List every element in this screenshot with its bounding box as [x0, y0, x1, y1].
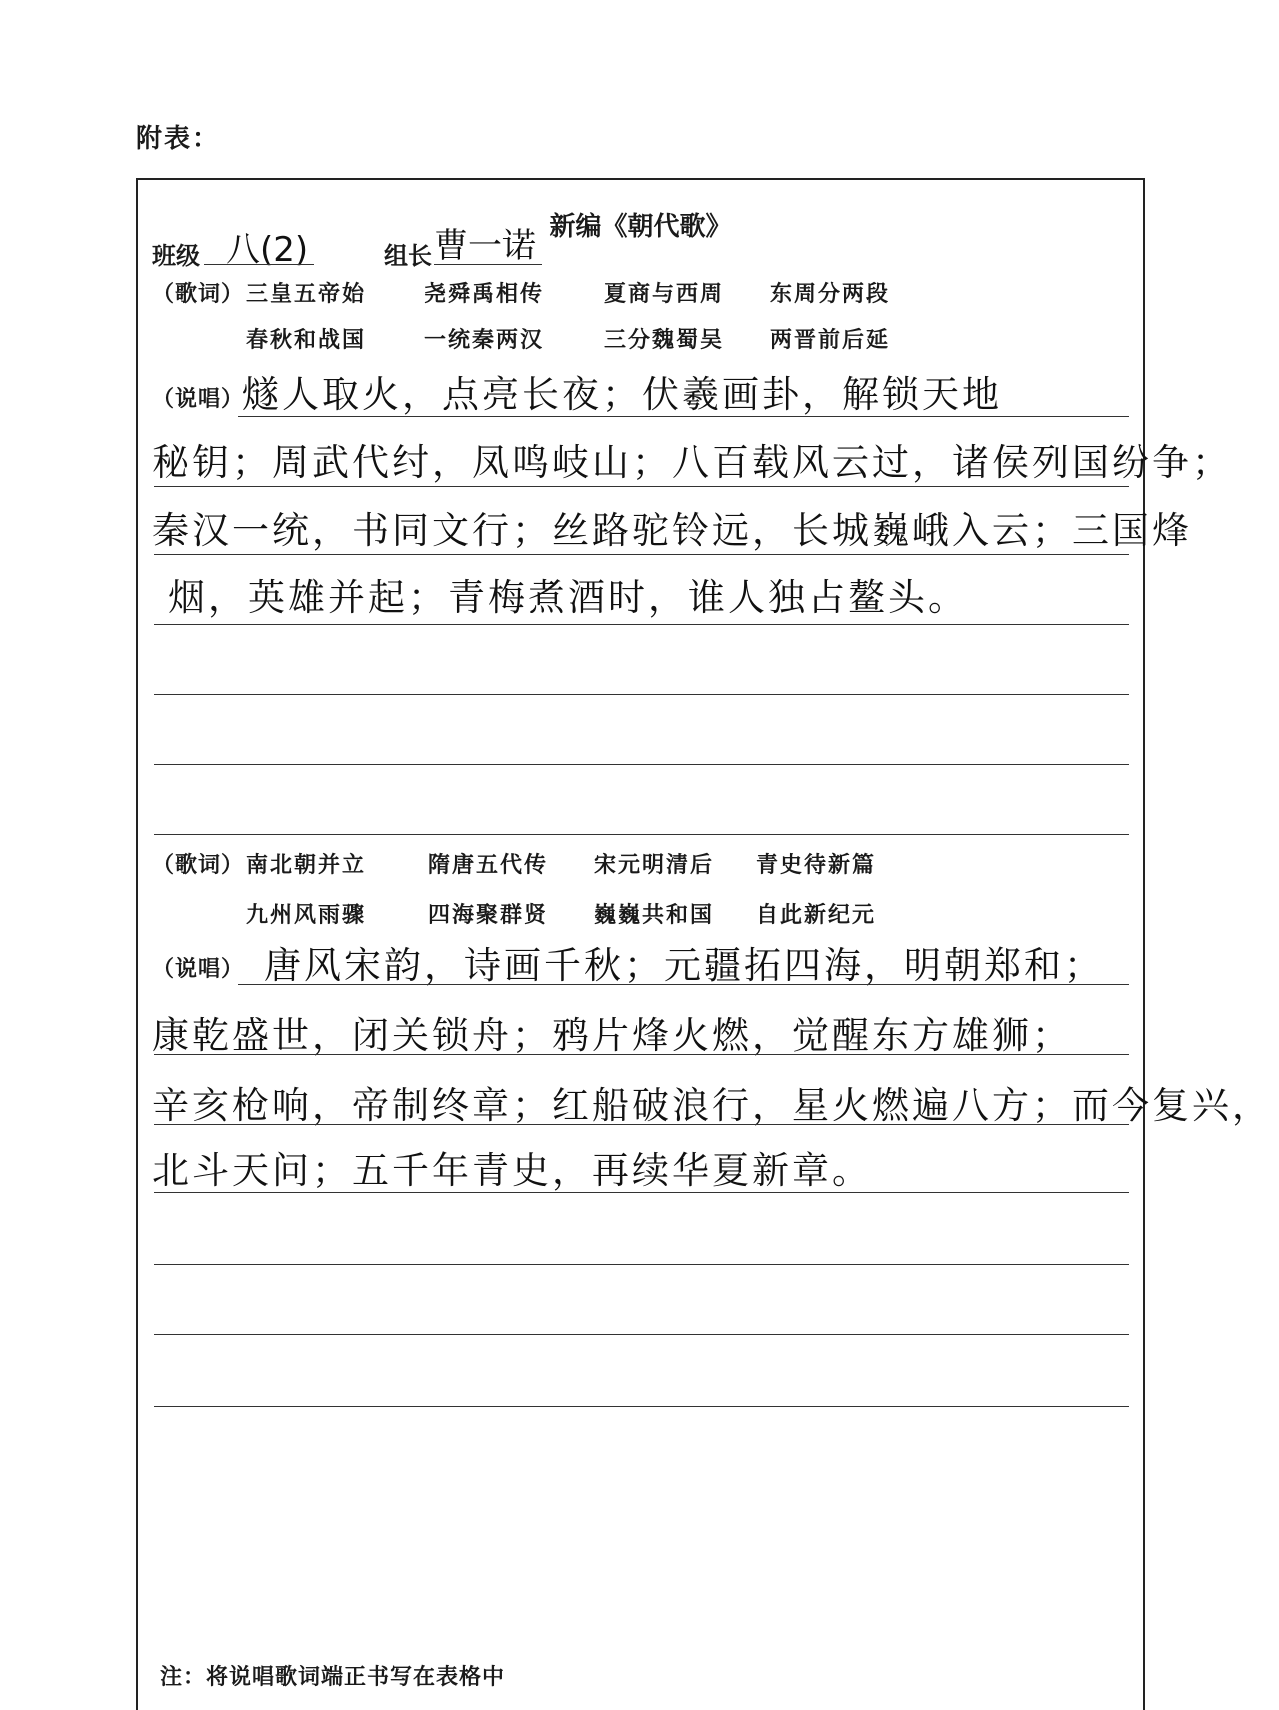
writing-rule: [154, 1124, 1129, 1125]
lyric-line: 四海聚群贤: [428, 902, 549, 928]
lyric-line: 三分魏蜀吴: [604, 327, 725, 353]
writing-rule: [154, 1054, 1129, 1055]
sing-line: 北斗天问；五千年青史，再续华夏新章。: [152, 1149, 872, 1192]
writing-rule: [154, 834, 1129, 835]
writing-rule: [154, 1334, 1129, 1335]
writing-rule: [154, 1264, 1129, 1265]
lyric-line: 九州风雨骤: [246, 902, 367, 928]
leader-label: 组长: [384, 241, 432, 270]
lyric-line: 宋元明清后: [594, 852, 715, 878]
writing-rule: [238, 416, 1129, 417]
sing-label-1: （说唱）: [152, 386, 245, 412]
lyric-line: 隋唐五代传: [428, 852, 549, 878]
form-frame: [136, 178, 1272, 1710]
lyric-line: 尧舜禹相传: [424, 281, 545, 307]
leader-value: 曹一诺: [434, 226, 536, 266]
sing-line: 燧人取火，点亮长夜；伏羲画卦，解锁天地: [242, 373, 1002, 416]
class-label: 班级: [152, 241, 200, 270]
sing-line: 烟，英雄并起；青梅煮酒时，谁人独占鳌头。: [168, 576, 968, 619]
page-title: 新编《朝代歌》: [549, 212, 732, 242]
writing-rule: [154, 624, 1129, 625]
footnote: 注：将说唱歌词端正书写在表格中: [160, 1664, 506, 1690]
leader-underline: [434, 264, 542, 265]
class-underline: [204, 264, 314, 265]
lyrics-label-1: （歌词）: [152, 281, 245, 307]
lyric-line: 东周分两段: [770, 281, 891, 307]
sing-line: 康乾盛世，闭关锁舟；鸦片烽火燃，觉醒东方雄狮；: [152, 1014, 1072, 1057]
lyric-line: 巍巍共和国: [594, 902, 715, 928]
lyric-line: 夏商与西周: [604, 281, 725, 307]
writing-rule: [154, 764, 1129, 765]
lyric-line: 春秋和战国: [246, 327, 367, 353]
writing-rule: [154, 694, 1129, 695]
writing-rule: [238, 984, 1129, 985]
lyric-line: 一统秦两汉: [424, 327, 545, 353]
sing-line: 秘钥；周武代纣，凤鸣岐山；八百载风云过，诸侯列国纷争；: [152, 441, 1232, 484]
writing-rule: [154, 554, 1129, 555]
lyric-line: 青史待新篇: [756, 852, 877, 878]
writing-rule: [154, 1192, 1129, 1193]
writing-rule: [154, 486, 1129, 487]
lyric-line: 自此新纪元: [756, 902, 877, 928]
sing-line: 唐风宋韵，诗画千秋；元疆拓四海，明朝郑和；: [264, 944, 1104, 987]
writing-rule: [154, 1406, 1129, 1407]
appendix-label: 附表：: [136, 124, 221, 154]
class-value: 八(2): [226, 230, 309, 270]
sing-label-2: （说唱）: [152, 956, 245, 982]
lyric-line: 南北朝并立: [246, 852, 367, 878]
lyrics-label-2: （歌词）: [152, 852, 245, 878]
sing-line: 辛亥枪响，帝制终章；红船破浪行，星火燃遍八方；而今复兴，: [152, 1084, 1272, 1127]
sing-line: 秦汉一统，书同文行；丝路驼铃远，长城巍峨入云；三国烽: [152, 509, 1192, 552]
lyric-line: 三皇五帝始: [246, 281, 367, 307]
lyric-line: 两晋前后延: [770, 327, 891, 353]
